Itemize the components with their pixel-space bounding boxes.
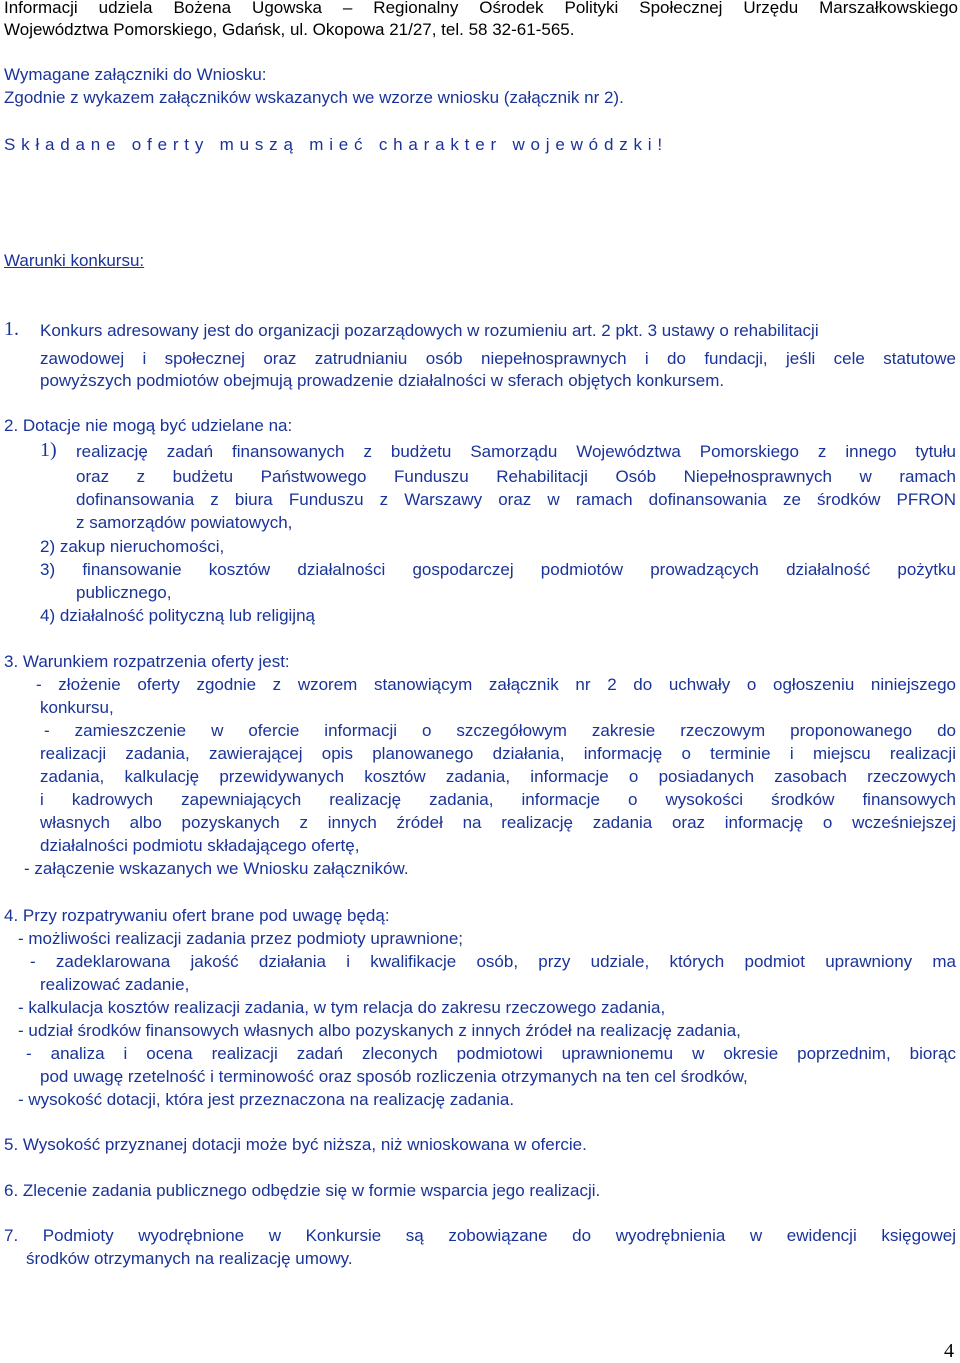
condition-4-item: - udział środków finansowych własnych albo pozyskanych z innych źródeł na realizację zadania, <box>18 1021 741 1040</box>
condition-7: 7. Podmioty wyodrębnione w Konkursie są zobowiązane do wyodrębnienia w ewidencji księgowej <box>4 1226 956 1245</box>
condition-4-item: - wysokość dotacji, która jest przeznaczona na realizację zadania. <box>18 1090 515 1109</box>
condition-2-item-3: 3) finansowanie kosztów działalności gospodarczej podmiotów prowadzących działalność pożytku <box>40 560 956 579</box>
condition-3-item: konkursu, <box>40 698 114 717</box>
condition-2-item-2: 2) zakup nieruchomości, <box>40 537 225 556</box>
condition-4-item: realizować zadanie, <box>40 975 190 994</box>
condition-3-item: - załączenie wskazanych we Wniosku załączników. <box>24 859 409 878</box>
condition-2-item-1: oraz z budżetu Państwowego Funduszu Rehabilitacji Osób Niepełnosprawnych w ramach <box>76 467 956 486</box>
condition-4-item: - analiza i ocena realizacji zadań zleconych podmiotowi uprawnionemu w okresie poprzednim, biorąc <box>26 1044 956 1063</box>
condition-4-item: - kalkulacja kosztów realizacji zadania, w tym relacja do zakresu rzeczowego zadania, <box>18 998 666 1017</box>
attachments-title: Wymagane załączniki do Wniosku: <box>4 65 267 84</box>
condition-2-item-1-number: 1) <box>40 439 57 461</box>
condition-3-heading: 3. Warunkiem rozpatrzenia oferty jest: <box>4 652 290 671</box>
condition-2-item-1: z samorządów powiatowych, <box>76 513 293 532</box>
condition-2-item-3: publicznego, <box>76 583 172 602</box>
conditions-heading: Warunki konkursu: <box>4 251 145 270</box>
condition-3-item: - złożenie oferty zgodnie z wzorem stanowiącym załącznik nr 2 do uchwały o ogłoszeniu niniejszego <box>36 675 956 694</box>
condition-4-item: - zadeklarowana jakość działania i kwalifikacje osób, przy udziale, których podmiot uprawniony ma <box>30 952 956 971</box>
condition-1-number: 1. <box>4 318 19 340</box>
condition-3-item: i kadrowych zapewniających realizację zadania, informacje o wysokości środków finansowych <box>40 790 956 809</box>
condition-3-item: zadania, kalkulację przewidywanych kosztów zadania, informacje o posiadanych zasobach rzeczowych <box>40 767 956 786</box>
condition-4-heading: 4. Przy rozpatrywaniu ofert brane pod uwagę będą: <box>4 906 390 925</box>
condition-4-item: - możliwości realizacji zadania przez podmioty uprawnione; <box>18 929 464 948</box>
wojewodzki-notice: Składane oferty muszą mieć charakter wojewódzki! <box>4 135 668 154</box>
condition-1-text: zawodowej i społecznej oraz zatrudnianiu osób niepełnosprawnych i do fundacji, jeśli cele statutowe <box>40 349 956 368</box>
condition-3-item: realizacji zadania, zawierającej opis planowanego działania, informację o terminie i miejscu realizacji <box>40 744 956 763</box>
condition-5: 5. Wysokość przyznanej dotacji może być niższa, niż wnioskowana w ofercie. <box>4 1135 587 1154</box>
condition-2-item-4: 4) działalność polityczną lub religijną <box>40 606 315 625</box>
condition-2-item-1: dofinansowania z biura Funduszu z Warszawy oraz w ramach dofinansowania ze środków PFRON <box>76 490 956 509</box>
condition-3-item: własnych albo pozyskanych z innych źródeł na realizację zadania oraz informację o wcześniejszej <box>40 813 956 832</box>
condition-1-text: powyższych podmiotów obejmują prowadzenie działalności w sferach objętych konkursem. <box>40 371 725 390</box>
condition-1-text: Konkurs adresowany jest do organizacji pozarządowych w rozumieniu art. 2 pkt. 3 ustawy o rehabilitacji <box>40 321 819 340</box>
condition-4-item: pod uwagę rzetelność i terminowość oraz sposób rozliczenia otrzymanych na ten cel środków, <box>40 1067 748 1086</box>
contact-info-line: Informacji udziela Bożena Ugowska – Regionalny Ośrodek Polityki Społecznej Urzędu Marszałkowskiego <box>4 0 958 17</box>
condition-7: środków otrzymanych na realizację umowy. <box>26 1249 353 1268</box>
condition-3-item: - zamieszczenie w ofercie informacji o szczegółowym zakresie rzeczowym proponowanego do <box>44 721 956 740</box>
page-number: 4 <box>944 1340 954 1362</box>
condition-2-heading: 2. Dotacje nie mogą być udzielane na: <box>4 416 293 435</box>
condition-3-item: działalności podmiotu składającego ofertę, <box>40 836 360 855</box>
condition-2-item-1: realizację zadań finansowanych z budżetu Samorządu Województwa Pomorskiego z innego tytułu <box>76 442 956 461</box>
attachments-text: Zgodnie z wykazem załączników wskazanych we wzorze wniosku (załącznik nr 2). <box>4 88 624 107</box>
condition-6: 6. Zlecenie zadania publicznego odbędzie się w formie wsparcia jego realizacji. <box>4 1181 601 1200</box>
contact-info-line: Województwa Pomorskiego, Gdańsk, ul. Okopowa 21/27, tel. 58 32-61-565. <box>4 20 575 39</box>
